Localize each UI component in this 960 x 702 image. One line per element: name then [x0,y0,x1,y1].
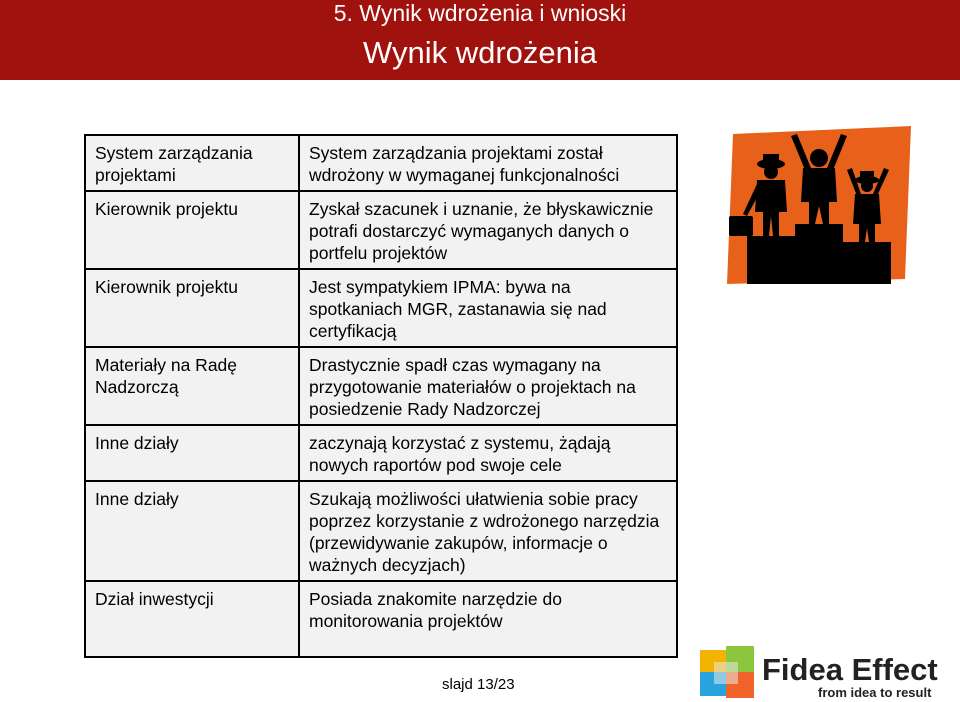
logo-tagline: from idea to result [818,685,932,700]
row-label: Kierownik projektu [85,269,299,347]
row-description: Posiada znakomite narzędzie do monitorowania projektów [299,581,677,657]
row-description: Szukają możliwości ułatwienia sobie pracy poprzez korzystanie z wdrożonego narzędzia (przewidywanie zakupów, informacje o ważnych decyzjach) [299,481,677,581]
table-row [85,425,677,481]
row-description: Zyskał szacunek i uznanie, że błyskawicznie potrafi dostarczyć wymaganych danych o portfelu projektów [299,191,677,269]
fidea-effect-logo [698,644,960,702]
row-description: Jest sympatykiem IPMA: bywa na spotkaniach MGR, zastanawia się nad certyfikacją [299,269,677,347]
logo-name: Fidea Effect [762,652,938,687]
row-label: Kierownik projektu [85,191,299,269]
slide-title: Wynik wdrożenia [362,35,598,70]
header-bar [0,0,960,80]
row-description: zaczynają korzystać z systemu, żądają nowych raportów pod swoje cele [299,425,677,481]
row-description: System zarządzania projektami został wdrożony w wymaganej funkcjonalności [299,135,677,191]
section-title: 5. Wynik wdrożenia i wnioski [333,0,627,26]
results-table [84,134,678,658]
slide-number: slajd 13/23 [442,676,515,693]
table-row [85,581,677,657]
row-label: Materiały na Radę Nadzorczą [85,347,299,425]
row-label: Dział inwestycji [85,581,299,657]
row-label: Inne działy [85,481,299,581]
row-label: System zarządzania projektami [85,135,299,191]
row-label: Inne działy [85,425,299,481]
row-description: Drastycznie spadł czas wymagany na przygotowanie materiałów o projektach na posiedzenie Rady Nadzorczej [299,347,677,425]
table-row [85,269,677,347]
table-row [85,191,677,269]
table-row [85,135,677,191]
table-row [85,347,677,425]
podium-winners-clipart [725,124,913,294]
table-row [85,481,677,581]
